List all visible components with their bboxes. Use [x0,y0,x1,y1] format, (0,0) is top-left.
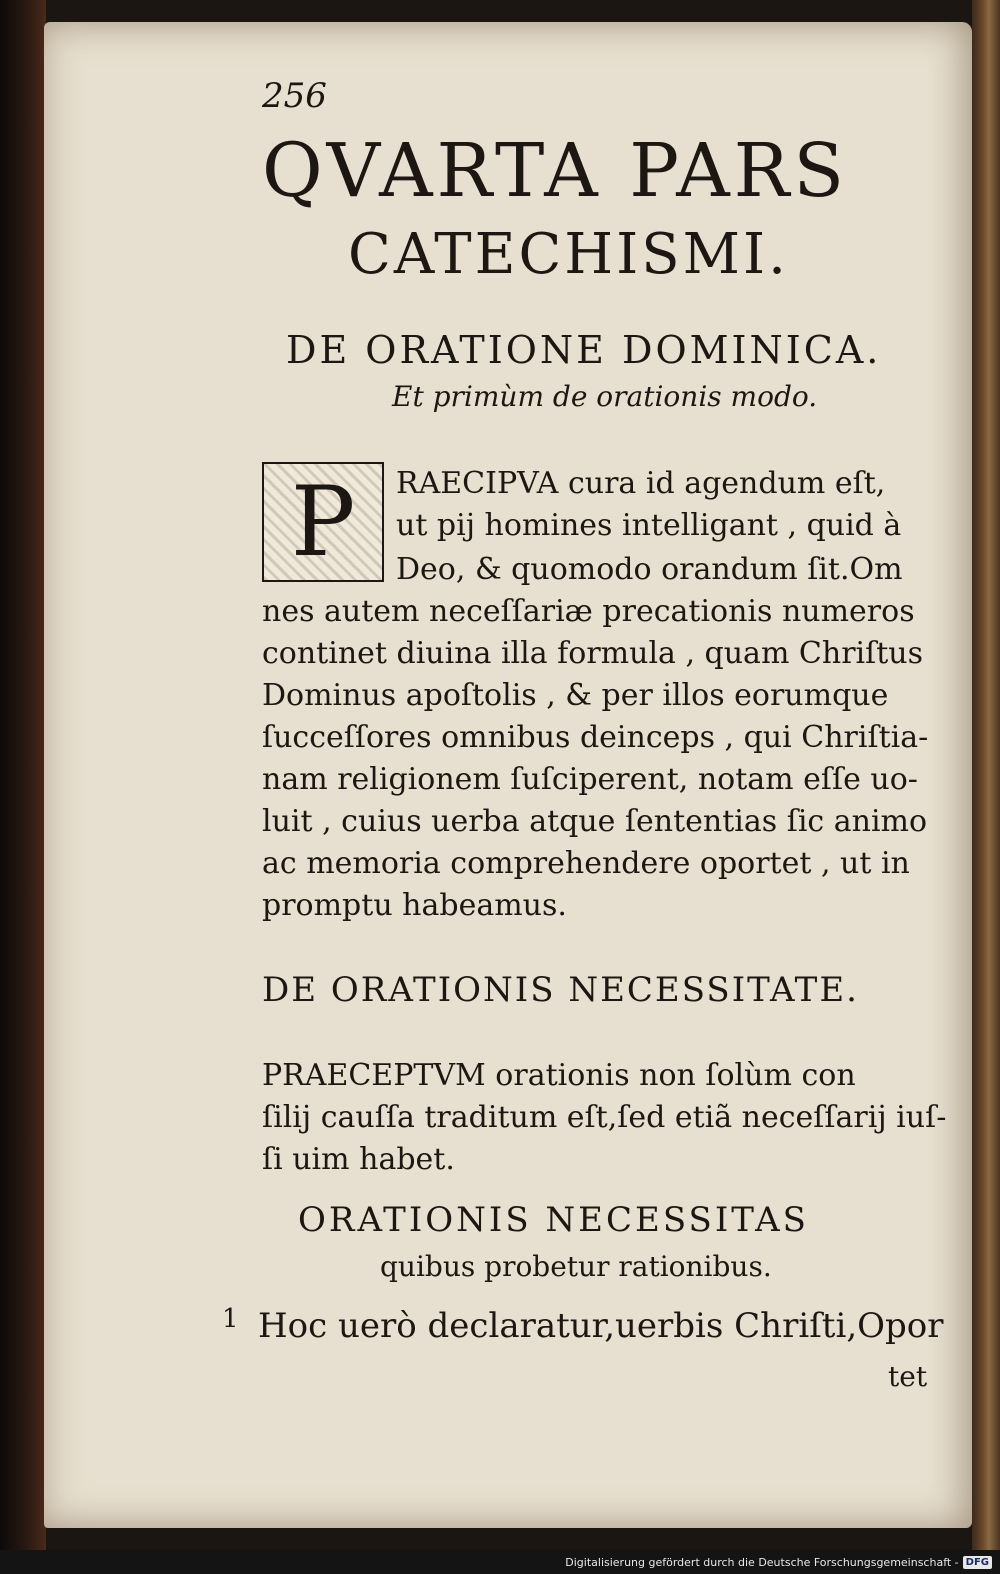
book-cover-edge [972,0,1000,1550]
paragraph2-line: ſi uim habet. [262,1142,455,1177]
paragraph2-line: PRAECEPTVM orationis non ſolùm con [262,1058,856,1093]
paragraph1-line: luit , cuius uerba atque ſententias ſic animo [262,804,928,839]
paragraph3-line: Hoc uerò declaratur,uerbis Chriſti,Opor [258,1306,944,1346]
section-heading-necessitas: ORATIONIS NECESSITAS [298,1200,809,1240]
paragraph1-line: ac memoria comprehendere oportet , ut in [262,846,910,881]
subheading-orationis-modo: Et primùm de orationis modo. [392,380,818,413]
title-line-2: CATECHISMI. [348,222,789,287]
subheading-rationibus: quibus probetur rationibus. [380,1250,772,1283]
section-heading-necessitate: DE ORATIONIS NECESSITATE. [262,970,859,1010]
page-number: 256 [262,76,327,116]
paragraph1-line: ſucceſſores omnibus deinceps , qui Chriſtia- [262,720,929,755]
paragraph1-line: Dominus apoſtolis , & per illos eorumque [262,678,889,713]
footer-credit: Digitalisierung gefördert durch die Deutsche Forschungsgemeinschaft - [565,1555,959,1569]
paragraph2-line: ſilij cauſſa traditum eſt,ſed etiã neceſſarij iuſ- [262,1100,947,1135]
paragraph1-line: ut pij homines intelligant , quid à [396,508,902,543]
paragraph1-line: RAECIPVA cura id agendum eſt, [396,466,886,501]
paragraph1-line: nes autem neceſſariæ precationis numeros [262,594,915,629]
dfg-logo: DFG [963,1556,992,1569]
section-heading-oratione-dominica: DE ORATIONE DOMINICA. [286,328,882,372]
margin-number: 1 [222,1304,239,1334]
paragraph1-line: promptu habeamus. [262,888,567,923]
paragraph1-line: nam religionem ſuſciperent, notam eſſe uo- [262,762,918,797]
paragraph1-line: Deo, & quomodo orandum ſit.Om [396,552,903,587]
book-left-edge [0,0,46,1550]
title-line-1: QVARTA PARS [262,128,849,214]
paragraph1-line: continet diuina illa formula , quam Chriſtus [262,636,924,671]
catchword: tet [888,1360,928,1393]
decorated-initial-letter: P [262,462,384,582]
digitization-footer [0,1550,1000,1574]
